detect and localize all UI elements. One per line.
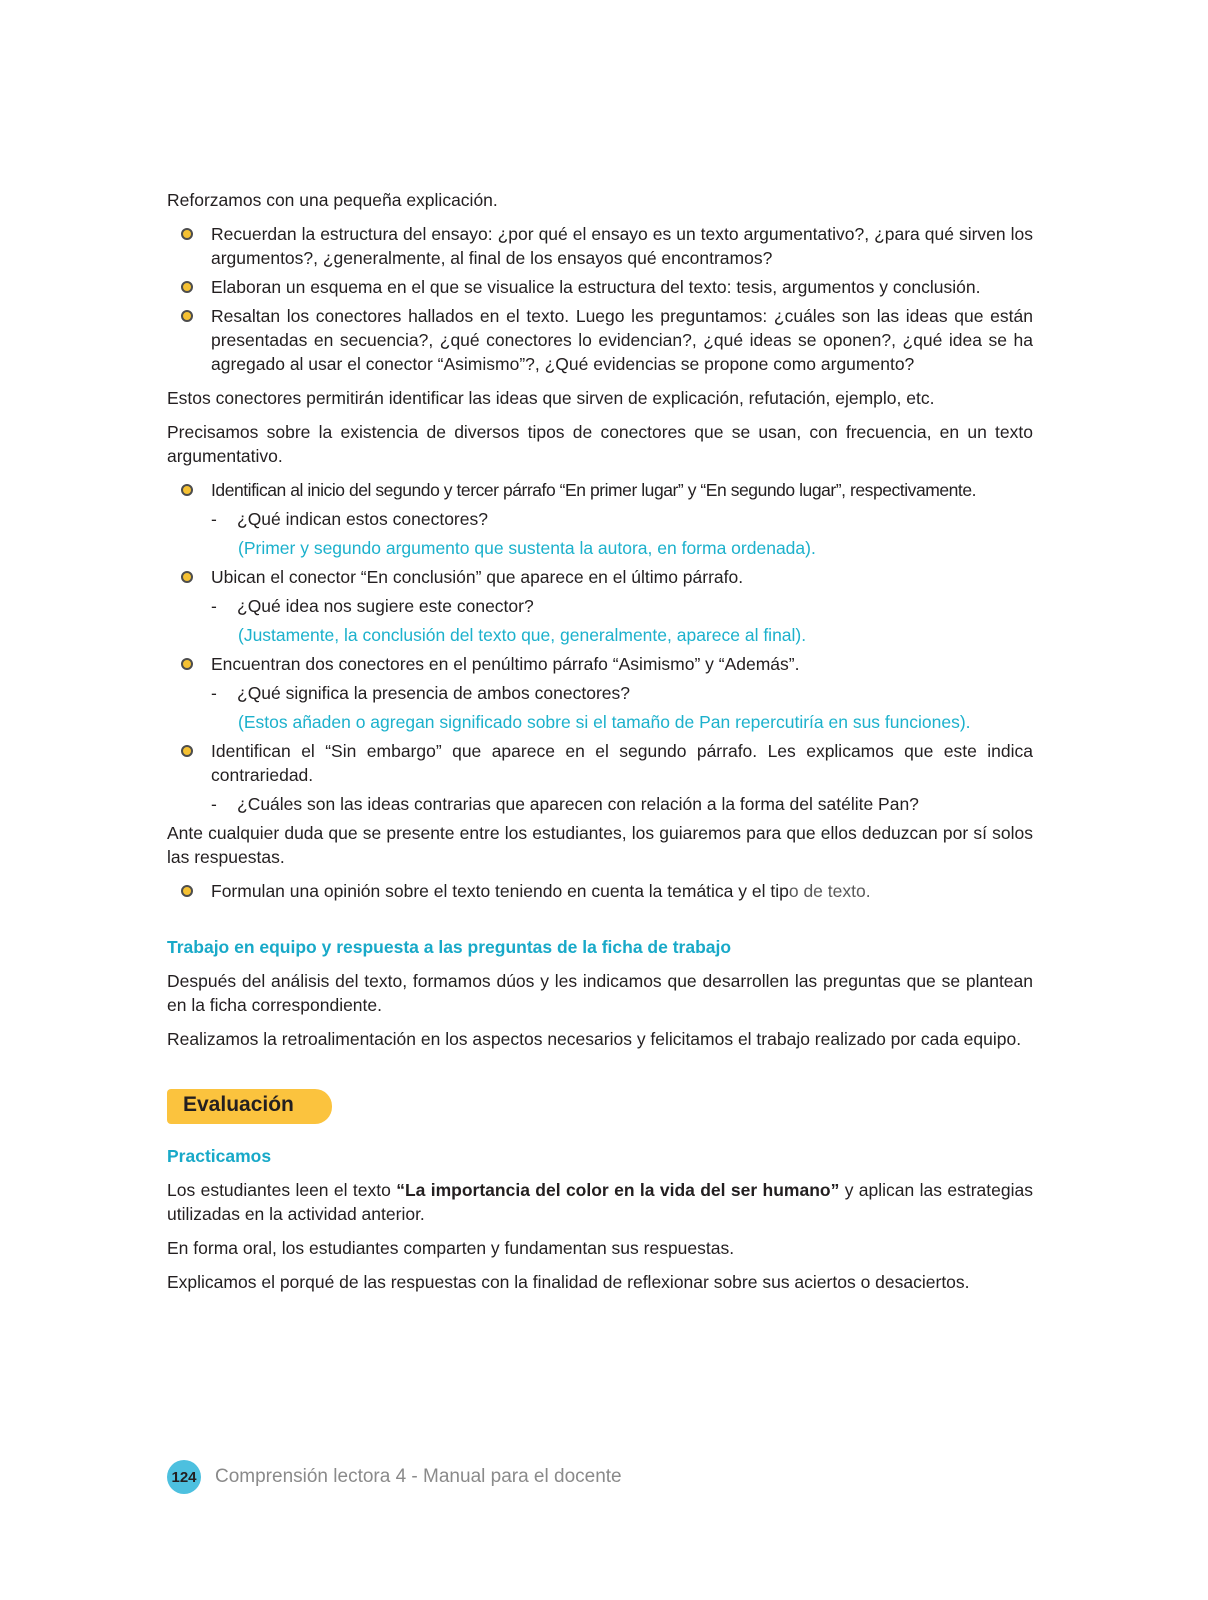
question-item: - ¿Qué idea nos sugiere este conector? — [211, 596, 534, 616]
bullet-icon — [181, 228, 193, 240]
bullet-icon — [181, 885, 193, 897]
section-heading: Practicamos — [167, 1146, 272, 1166]
bullet-icon — [181, 658, 193, 670]
list-item: Resaltan los conectores hallados en el texto. Luego les preguntamos: ¿cuáles son las ideas que están presentadas en secuencia?, ¿qué conectores lo evidencian?, ¿qué ideas se oponen?, ¿qué idea se ha agregado al usar el conector “Asimismo”?, ¿Qué evidencias se propone como argumento? — [167, 304, 1033, 376]
evaluation-badge: Evaluación — [167, 1089, 332, 1124]
paragraph: Ante cualquier duda que se presente entre los estudiantes, los guiaremos para que ellos deduzcan por sí solos las respuestas. — [167, 823, 1033, 867]
intro-text: Reforzamos con una pequeña explicación. — [167, 190, 498, 210]
answer-text: (Primer y segundo argumento que sustenta la autora, en forma ordenada). — [238, 538, 816, 558]
bullet-icon — [181, 571, 193, 583]
list-item: Encuentran dos conectores en el penúltimo párrafo “Asimismo” y “Además”. — [167, 652, 1033, 676]
answer-text: (Estos añaden o agregan significado sobre si el tamaño de Pan repercutiría en sus funciones). — [238, 712, 971, 732]
page-number: 124 — [167, 1460, 201, 1494]
bullet-icon — [181, 281, 193, 293]
answer-text: (Justamente, la conclusión del texto que, generalmente, aparece al final). — [238, 625, 807, 645]
list-item: Identifican el “Sin embargo” que aparece en el segundo párrafo. Les explicamos que este indica contrariedad. — [167, 739, 1033, 787]
paragraph: Los estudiantes leen el texto “La importancia del color en la vida del ser humano” y aplican las estrategias utilizadas en la actividad anterior. — [167, 1180, 1033, 1224]
footer-title: Comprensión lectora 4 - Manual para el docente — [215, 1466, 622, 1487]
bullet-icon — [181, 745, 193, 757]
page-footer — [167, 1460, 622, 1494]
paragraph: Precisamos sobre la existencia de diversos tipos de conectores que se usan, con frecuencia, en un texto argumentativo. — [167, 422, 1033, 466]
paragraph: En forma oral, los estudiantes comparten y fundamentan sus respuestas. — [167, 1238, 735, 1258]
question-item: - ¿Qué significa la presencia de ambos conectores? — [211, 683, 630, 703]
page-content — [167, 188, 1033, 1304]
paragraph: Estos conectores permitirán identificar las ideas que sirven de explicación, refutación, ejemplo, etc. — [167, 388, 935, 408]
paragraph: Realizamos la retroalimentación en los aspectos necesarios y felicitamos el trabajo realizado por cada equipo. — [167, 1029, 1022, 1049]
paragraph: Explicamos el porqué de las respuestas con la finalidad de reflexionar sobre sus aciertos o desaciertos. — [167, 1272, 970, 1292]
section-heading: Trabajo en equipo y respuesta a las preguntas de la ficha de trabajo — [167, 937, 732, 957]
question-item: - ¿Qué indican estos conectores? — [211, 509, 488, 529]
list-item: Elaboran un esquema en el que se visualice la estructura del texto: tesis, argumentos y conclusión. — [167, 275, 1033, 299]
question-item: - ¿Cuáles son las ideas contrarias que aparecen con relación a la forma del satélite Pan? — [211, 794, 919, 814]
list-item: Recuerdan la estructura del ensayo: ¿por qué el ensayo es un texto argumentativo?, ¿para qué sirven los argumentos?, ¿generalmente, al final de los ensayos qué encontramos? — [167, 222, 1033, 270]
list-item: Formulan una opinión sobre el texto teniendo en cuenta la temática y el tipo de texto. — [167, 879, 1033, 903]
bullet-icon — [181, 310, 193, 322]
list-item: Ubican el conector “En conclusión” que aparece en el último párrafo. — [167, 565, 1033, 589]
bullet-icon — [181, 484, 193, 496]
paragraph: Después del análisis del texto, formamos dúos y les indicamos que desarrollen las preguntas que se plantean en la ficha correspondiente. — [167, 971, 1033, 1015]
list-item: Identifican al inicio del segundo y tercer párrafo “En primer lugar” y “En segundo lugar”, respectivamente. — [167, 478, 1033, 502]
